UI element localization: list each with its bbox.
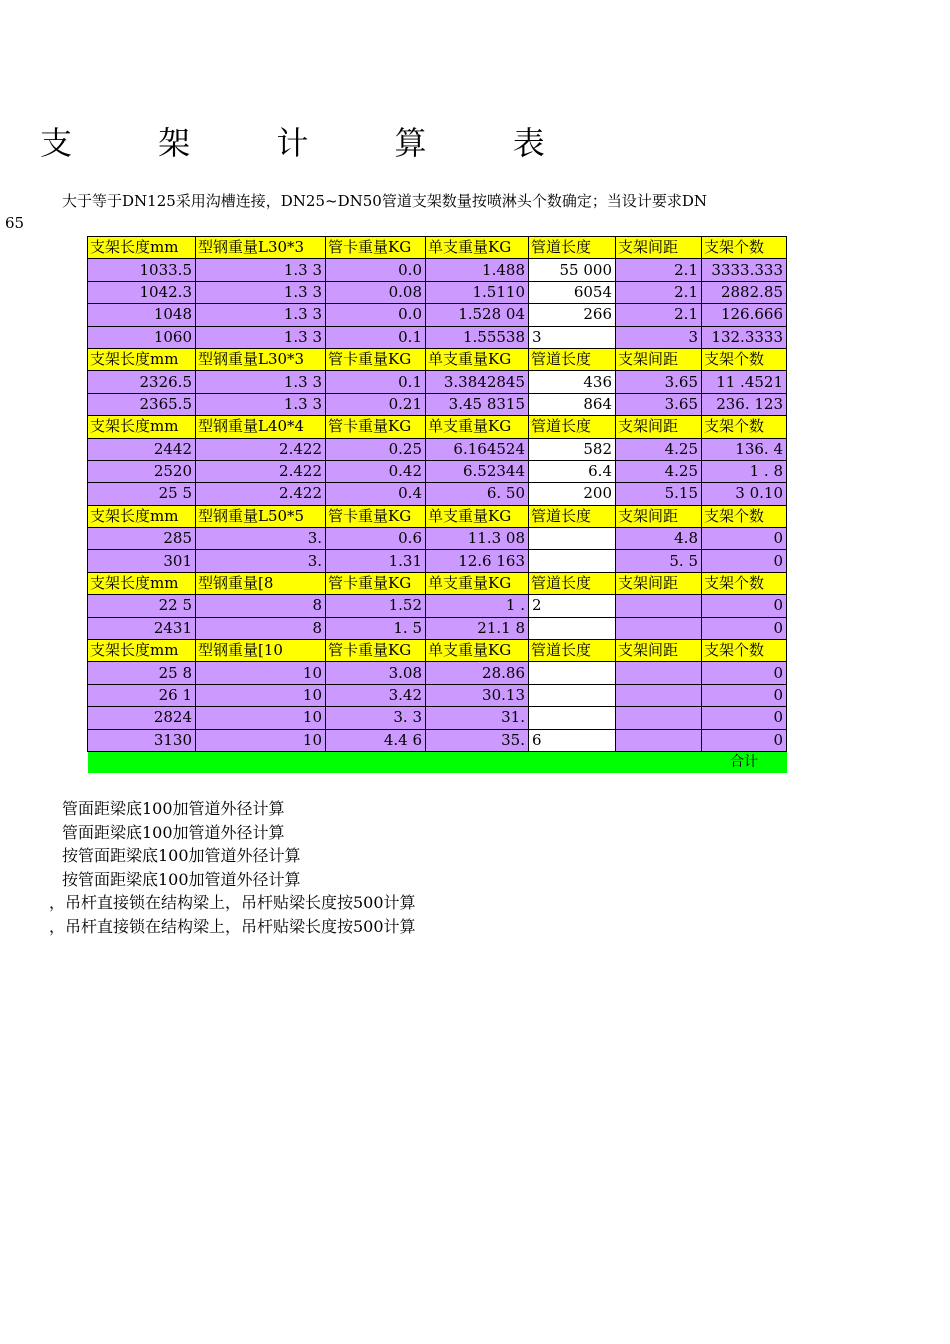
- data-cell[interactable]: 2.1: [616, 281, 702, 303]
- data-cell[interactable]: 1.3 3: [196, 304, 326, 326]
- header-cell[interactable]: 支架间距: [616, 416, 702, 438]
- data-cell[interactable]: 2.1: [616, 304, 702, 326]
- table-row: [88, 729, 787, 751]
- header-cell[interactable]: 管道长度: [529, 416, 616, 438]
- table-row: [88, 438, 787, 460]
- data-cell[interactable]: 21.1 8: [426, 617, 529, 639]
- total-label: 合计: [702, 751, 787, 773]
- data-cell[interactable]: 0: [702, 729, 787, 751]
- header-cell[interactable]: 管道长度: [529, 237, 616, 259]
- data-cell[interactable]: 0: [702, 617, 787, 639]
- table-header-row: [88, 640, 787, 662]
- data-cell[interactable]: 0.6: [326, 528, 426, 550]
- data-cell[interactable]: 0: [702, 528, 787, 550]
- data-cell[interactable]: 1.488: [426, 259, 529, 281]
- table-header-row: [88, 505, 787, 527]
- note-item: ，吊杆直接锁在结构梁上，吊杆贴梁长度按500计算: [49, 916, 416, 936]
- total-spacer: [88, 751, 702, 773]
- data-cell[interactable]: 35.: [426, 729, 529, 751]
- data-cell[interactable]: 3.: [196, 550, 326, 572]
- data-cell[interactable]: 25 5: [88, 483, 196, 505]
- data-cell[interactable]: 6.164524: [426, 438, 529, 460]
- data-cell[interactable]: 3: [529, 326, 616, 348]
- data-cell[interactable]: 8: [196, 617, 326, 639]
- header-cell[interactable]: 支架长度mm: [88, 237, 196, 259]
- table-header-row: [88, 416, 787, 438]
- data-cell[interactable]: 3.3842845: [426, 371, 529, 393]
- data-cell[interactable]: 1.3 3: [196, 259, 326, 281]
- data-cell[interactable]: 3333.333: [702, 259, 787, 281]
- data-cell[interactable]: [529, 528, 616, 550]
- data-cell[interactable]: 4.8: [616, 528, 702, 550]
- data-cell[interactable]: 5. 5: [616, 550, 702, 572]
- data-cell[interactable]: 0.08: [326, 281, 426, 303]
- data-cell[interactable]: 3.08: [326, 662, 426, 684]
- data-cell[interactable]: 200: [529, 483, 616, 505]
- header-cell[interactable]: 管道长度: [529, 572, 616, 594]
- data-cell[interactable]: [616, 729, 702, 751]
- data-cell[interactable]: 11.3 08: [426, 528, 529, 550]
- data-cell[interactable]: 12.6 163: [426, 550, 529, 572]
- data-cell[interactable]: 0: [702, 595, 787, 617]
- header-cell[interactable]: 型钢重量L40*4: [196, 416, 326, 438]
- header-cell[interactable]: 管道长度: [529, 505, 616, 527]
- header-cell[interactable]: 管道长度: [529, 348, 616, 370]
- data-cell[interactable]: 0.42: [326, 460, 426, 482]
- data-cell[interactable]: 1.52: [326, 595, 426, 617]
- header-cell[interactable]: 型钢重量L50*5: [196, 505, 326, 527]
- data-cell[interactable]: 1048: [88, 304, 196, 326]
- header-cell[interactable]: 管卡重量KG: [326, 572, 426, 594]
- header-cell[interactable]: 单支重量KG: [426, 348, 529, 370]
- table-row: [88, 483, 787, 505]
- data-cell[interactable]: 6.4: [529, 460, 616, 482]
- data-cell[interactable]: 2882.85: [702, 281, 787, 303]
- data-cell[interactable]: 6054: [529, 281, 616, 303]
- data-cell[interactable]: 11 .4521: [702, 371, 787, 393]
- data-cell[interactable]: 1.528 04: [426, 304, 529, 326]
- header-cell[interactable]: 支架间距: [616, 572, 702, 594]
- note-line-1: 大于等于DN125采用沟槽连接，DN25~DN50管道支架数量按喷淋头个数确定；当设计要求DN: [62, 192, 707, 210]
- data-cell[interactable]: 25 8: [88, 662, 196, 684]
- data-cell[interactable]: 0: [702, 550, 787, 572]
- data-cell[interactable]: 55 000: [529, 259, 616, 281]
- data-cell[interactable]: 10: [196, 729, 326, 751]
- data-cell[interactable]: 1.3 3: [196, 371, 326, 393]
- data-cell[interactable]: [616, 662, 702, 684]
- data-cell[interactable]: 3130: [88, 729, 196, 751]
- data-cell[interactable]: 0: [702, 662, 787, 684]
- header-cell[interactable]: 型钢重量[10: [196, 640, 326, 662]
- data-cell[interactable]: 3.65: [616, 393, 702, 415]
- header-cell[interactable]: 型钢重量L30*3: [196, 237, 326, 259]
- data-cell[interactable]: 1.3 3: [196, 281, 326, 303]
- table-row: [88, 617, 787, 639]
- header-cell[interactable]: 支架个数: [702, 416, 787, 438]
- data-cell[interactable]: [529, 707, 616, 729]
- header-cell[interactable]: 管卡重量KG: [326, 237, 426, 259]
- table-row: [88, 595, 787, 617]
- data-cell[interactable]: 864: [529, 393, 616, 415]
- data-cell[interactable]: 2.422: [196, 460, 326, 482]
- note-item: ，吊杆直接锁在结构梁上，吊杆贴梁长度按500计算: [49, 893, 416, 912]
- header-cell[interactable]: 支架个数: [702, 505, 787, 527]
- data-cell[interactable]: 1.5110: [426, 281, 529, 303]
- data-cell[interactable]: 0.25: [326, 438, 426, 460]
- data-cell[interactable]: 2442: [88, 438, 196, 460]
- data-cell[interactable]: 126.666: [702, 304, 787, 326]
- header-cell[interactable]: 单支重量KG: [426, 572, 529, 594]
- data-cell[interactable]: 436: [529, 371, 616, 393]
- data-cell[interactable]: 0.21: [326, 393, 426, 415]
- header-cell[interactable]: 管卡重量KG: [326, 640, 426, 662]
- data-cell[interactable]: 10: [196, 684, 326, 706]
- bracket-calculation-table: [87, 236, 787, 773]
- table-row: [88, 707, 787, 729]
- header-cell[interactable]: 支架长度mm: [88, 505, 196, 527]
- data-cell[interactable]: 10: [196, 707, 326, 729]
- table-row: [88, 304, 787, 326]
- data-cell[interactable]: 1033.5: [88, 259, 196, 281]
- header-cell[interactable]: 单支重量KG: [426, 416, 529, 438]
- header-cell[interactable]: 单支重量KG: [426, 640, 529, 662]
- data-cell[interactable]: 3. 3: [326, 707, 426, 729]
- table-row: [88, 326, 787, 348]
- header-cell[interactable]: 支架个数: [702, 237, 787, 259]
- table-row: [88, 550, 787, 572]
- table-header-row: [88, 348, 787, 370]
- data-cell[interactable]: [529, 662, 616, 684]
- data-cell[interactable]: 0.0: [326, 304, 426, 326]
- data-cell[interactable]: 236. 123: [702, 393, 787, 415]
- data-cell[interactable]: [616, 684, 702, 706]
- header-cell[interactable]: 支架长度mm: [88, 572, 196, 594]
- header-cell[interactable]: 支架长度mm: [88, 640, 196, 662]
- header-cell[interactable]: 型钢重量L30*3: [196, 348, 326, 370]
- table-row: [88, 259, 787, 281]
- data-cell[interactable]: 2520: [88, 460, 196, 482]
- note-item: 管面距梁底100加管道外径计算: [62, 799, 285, 818]
- header-cell[interactable]: 支架长度mm: [88, 348, 196, 370]
- data-cell[interactable]: 2824: [88, 707, 196, 729]
- note-item: 管面距梁底100加管道外径计算: [62, 822, 285, 842]
- table-row: [88, 371, 787, 393]
- table-row: [88, 684, 787, 706]
- data-cell[interactable]: 1.55538: [426, 326, 529, 348]
- data-cell[interactable]: 3 0.10: [702, 483, 787, 505]
- header-cell[interactable]: 支架个数: [702, 572, 787, 594]
- table-header-row: [88, 572, 787, 594]
- data-cell[interactable]: 0.0: [326, 259, 426, 281]
- data-cell[interactable]: 0.1: [326, 371, 426, 393]
- data-cell[interactable]: 1.3 3: [196, 393, 326, 415]
- data-cell[interactable]: [529, 550, 616, 572]
- page-title: 支 架 计 算 表: [40, 124, 583, 162]
- data-cell[interactable]: 30.13: [426, 684, 529, 706]
- data-cell[interactable]: 136. 4: [702, 438, 787, 460]
- data-cell[interactable]: 10: [196, 662, 326, 684]
- data-cell[interactable]: 5.15: [616, 483, 702, 505]
- data-cell[interactable]: 2.422: [196, 483, 326, 505]
- note-line-2: 65: [5, 214, 25, 232]
- data-cell[interactable]: 0.1: [326, 326, 426, 348]
- table-row: [88, 393, 787, 415]
- data-cell[interactable]: 4.4 6: [326, 729, 426, 751]
- data-cell[interactable]: [529, 617, 616, 639]
- data-cell[interactable]: 285: [88, 528, 196, 550]
- data-cell[interactable]: 2: [529, 595, 616, 617]
- data-cell[interactable]: 2365.5: [88, 393, 196, 415]
- header-cell[interactable]: 单支重量KG: [426, 505, 529, 527]
- header-cell[interactable]: 支架间距: [616, 505, 702, 527]
- data-cell[interactable]: 301: [88, 550, 196, 572]
- data-cell[interactable]: 4.25: [616, 460, 702, 482]
- data-cell[interactable]: 1 .: [426, 595, 529, 617]
- header-cell[interactable]: 型钢重量[8: [196, 572, 326, 594]
- data-cell[interactable]: 1. 5: [326, 617, 426, 639]
- note-item: 按管面距梁底100加管道外径计算: [62, 846, 301, 865]
- data-cell[interactable]: 1.31: [326, 550, 426, 572]
- table-row: [88, 528, 787, 550]
- data-cell[interactable]: [529, 684, 616, 706]
- data-cell[interactable]: 6.52344: [426, 460, 529, 482]
- data-cell[interactable]: 3: [616, 326, 702, 348]
- data-cell[interactable]: 22 5: [88, 595, 196, 617]
- header-cell[interactable]: 管卡重量KG: [326, 416, 426, 438]
- table-row: [88, 662, 787, 684]
- data-cell[interactable]: 6. 50: [426, 483, 529, 505]
- notes-list: [49, 797, 416, 938]
- data-cell[interactable]: 4.25: [616, 438, 702, 460]
- data-cell[interactable]: 582: [529, 438, 616, 460]
- data-cell[interactable]: 1060: [88, 326, 196, 348]
- data-cell[interactable]: 1 . 8: [702, 460, 787, 482]
- note-item: 按管面距梁底100加管道外径计算: [62, 869, 301, 889]
- data-cell[interactable]: 2326.5: [88, 371, 196, 393]
- data-cell[interactable]: [616, 707, 702, 729]
- data-cell[interactable]: 1042.3: [88, 281, 196, 303]
- data-cell[interactable]: 266: [529, 304, 616, 326]
- header-cell[interactable]: 支架个数: [702, 640, 787, 662]
- data-cell[interactable]: 0: [702, 707, 787, 729]
- total-row: [88, 751, 787, 773]
- data-cell[interactable]: 3.45 8315: [426, 393, 529, 415]
- header-cell[interactable]: 支架长度mm: [88, 416, 196, 438]
- table-row: [88, 281, 787, 303]
- data-cell[interactable]: 3.65: [616, 371, 702, 393]
- header-cell[interactable]: 管卡重量KG: [326, 505, 426, 527]
- data-cell[interactable]: 8: [196, 595, 326, 617]
- data-cell[interactable]: 132.3333: [702, 326, 787, 348]
- header-cell[interactable]: 支架间距: [616, 237, 702, 259]
- data-cell[interactable]: [616, 617, 702, 639]
- header-cell[interactable]: 单支重量KG: [426, 237, 529, 259]
- data-cell[interactable]: 2431: [88, 617, 196, 639]
- data-cell[interactable]: 3.42: [326, 684, 426, 706]
- data-cell[interactable]: 31.: [426, 707, 529, 729]
- header-cell[interactable]: 支架个数: [702, 348, 787, 370]
- data-cell[interactable]: 3.: [196, 528, 326, 550]
- data-cell[interactable]: 0.4: [326, 483, 426, 505]
- data-cell[interactable]: 26 1: [88, 684, 196, 706]
- table-row: [88, 460, 787, 482]
- table-header-row: [88, 237, 787, 259]
- data-cell[interactable]: 2.422: [196, 438, 326, 460]
- header-cell[interactable]: 支架间距: [616, 640, 702, 662]
- data-cell[interactable]: 28.86: [426, 662, 529, 684]
- header-cell[interactable]: 管道长度: [529, 640, 616, 662]
- header-cell[interactable]: 管卡重量KG: [326, 348, 426, 370]
- data-cell[interactable]: 2.1: [616, 259, 702, 281]
- data-cell[interactable]: 6: [529, 729, 616, 751]
- data-cell[interactable]: [616, 595, 702, 617]
- data-cell[interactable]: 1.3 3: [196, 326, 326, 348]
- data-cell[interactable]: 0: [702, 684, 787, 706]
- header-cell[interactable]: 支架间距: [616, 348, 702, 370]
